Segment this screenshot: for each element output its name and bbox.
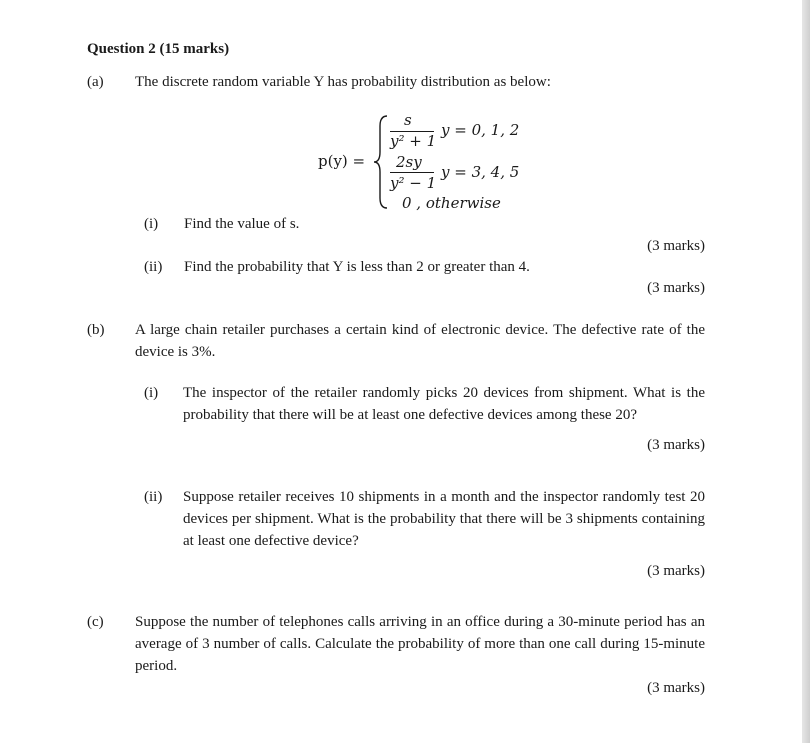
part-c-label: (c)	[87, 614, 104, 630]
formula-lhs: p(y) =	[318, 152, 366, 170]
part-c-text: Suppose the number of telephones calls arriving in an office during a 30-minute period has an average of 3 number of calls. Calculate the probability of more than one call during 15-minute period.	[135, 614, 705, 674]
case2-numerator: 2sy	[396, 153, 422, 171]
part-b-text: A large chain retailer purchases a certain kind of electronic device. The defective rate of the device is 3%.	[135, 322, 705, 360]
case1-condition: y = 0, 1, 2	[441, 121, 520, 139]
part-a-i-marks: (3 marks)	[647, 238, 705, 254]
part-b-i-text: The inspector of the retailer randomly picks 20 devices from shipment. What is the probability that there will be at least one defective devices among these 20?	[183, 385, 705, 423]
question-title: Question 2 (15 marks)	[87, 41, 230, 57]
part-b-i-label: (i)	[144, 385, 159, 401]
part-a-text: The discrete random variable Y has probability distribution as below:	[135, 74, 551, 90]
case2-denominator: y² − 1	[390, 174, 437, 192]
part-b-ii-text: Suppose retailer receives 10 shipments in a month and the inspector randomly test 20 devices per shipment. What is the probability that there will be 3 shipments containing at least one defective device?	[183, 489, 705, 549]
case1-denominator: y² + 1	[390, 132, 437, 150]
case2-condition: y = 3, 4, 5	[441, 163, 520, 181]
part-a-ii-marks: (3 marks)	[647, 280, 705, 296]
case1-numerator: s	[404, 111, 412, 129]
case2-fraction-bar	[390, 172, 434, 173]
left-brace-icon	[372, 114, 390, 210]
part-a-i-label: (i)	[144, 216, 159, 232]
part-b-label: (b)	[87, 322, 105, 338]
part-c-marks: (3 marks)	[647, 680, 705, 696]
part-a-i-text: Find the value of s.	[184, 216, 300, 232]
part-a-label: (a)	[87, 74, 104, 90]
part-b-ii-label: (ii)	[144, 489, 163, 505]
part-a-ii-label: (ii)	[144, 259, 163, 275]
page-edge-shadow	[802, 0, 810, 743]
part-b-ii-marks: (3 marks)	[647, 563, 705, 579]
part-a-ii-text: Find the probability that Y is less than 2 or greater than 4.	[184, 259, 530, 275]
part-b-i-marks: (3 marks)	[647, 437, 705, 453]
case3-text: 0 , otherwise	[402, 194, 501, 212]
